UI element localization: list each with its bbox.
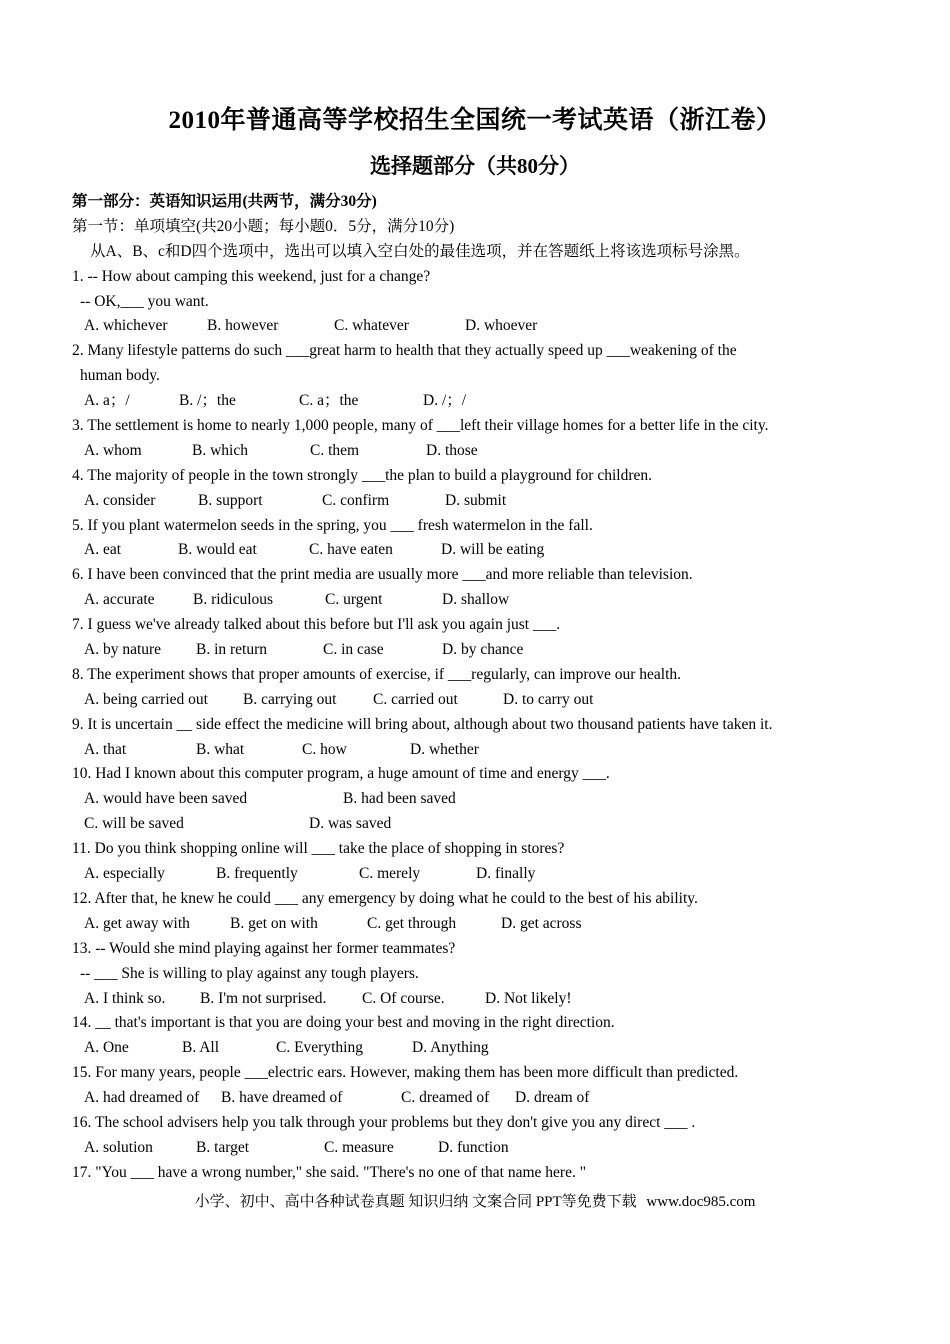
option-a[interactable]: A. would have been saved: [84, 790, 248, 808]
option-d[interactable]: D. get across: [501, 914, 582, 932]
question-stem: 3. The settlement is home to nearly 1,000 people, many of ___left their village homes for a better life in the city.: [72, 417, 769, 435]
option-d[interactable]: D. was saved: [309, 815, 392, 833]
option-d[interactable]: D. to carry out: [503, 690, 594, 708]
question: [72, 937, 872, 1012]
option-b[interactable]: B. ridiculous: [193, 591, 274, 609]
option-a[interactable]: A. accurate: [84, 591, 155, 609]
option-b[interactable]: B. support: [198, 491, 263, 509]
question-stem: 6. I have been convinced that the print media are usually more ___and more reliable than television.: [72, 566, 693, 584]
question-stem: 16. The school advisers help you talk through your problems but they don't give you any direct ___ .: [72, 1113, 696, 1131]
option-c[interactable]: C. get through: [367, 914, 457, 932]
options-row: [72, 538, 872, 563]
footer-text: 小学、初中、高中各种试卷真题 知识归纳 文案合同 PPT等免费下载: [194, 1194, 637, 1210]
option-b[interactable]: B. in return: [196, 641, 268, 659]
question-stem: 10. Had I known about this computer program, a huge amount of time and energy ___.: [72, 765, 610, 783]
option-d[interactable]: D. Anything: [412, 1039, 489, 1057]
question: [72, 613, 872, 663]
option-d[interactable]: D. by chance: [442, 641, 524, 659]
section1-heading: 第一节：单项填空(共20小题；每小题0．5分，满分10分): [72, 217, 455, 235]
option-b[interactable]: B. what: [196, 740, 245, 758]
option-b[interactable]: B. carrying out: [243, 690, 337, 708]
option-d[interactable]: D. dream of: [515, 1089, 590, 1107]
option-c[interactable]: C. Everything: [276, 1039, 363, 1057]
question-stem: 1. -- How about camping this weekend, just for a change?: [72, 267, 431, 285]
option-a[interactable]: A. had dreamed of: [84, 1089, 200, 1107]
question-stem-cont: -- OK,___ you want.: [80, 292, 209, 310]
question-stem: 17. "You ___ have a wrong number," she said. "There's no one of that name here. ": [72, 1163, 587, 1181]
option-a[interactable]: A. I think so.: [84, 989, 166, 1007]
options-row: [72, 389, 872, 414]
option-d[interactable]: D. finally: [476, 865, 536, 883]
options-row: [72, 1086, 872, 1111]
option-b[interactable]: B. target: [196, 1138, 250, 1156]
options-row: [72, 588, 872, 613]
question: [72, 563, 872, 613]
question-stem: 13. -- Would she mind playing against her former teammates?: [72, 939, 456, 957]
option-a[interactable]: A. a；/: [84, 392, 130, 410]
question-stem: 8. The experiment shows that proper amounts of exercise, if ___regularly, can improve our health.: [72, 665, 682, 683]
option-c[interactable]: C. a；the: [299, 392, 359, 410]
option-b[interactable]: B. have dreamed of: [221, 1089, 343, 1107]
question-stem: 2. Many lifestyle patterns do such ___great harm to health that they actually speed up ___weakening of the: [72, 342, 737, 360]
option-a[interactable]: A. being carried out: [84, 690, 208, 708]
question-stem: 4. The majority of people in the town strongly ___the plan to build a playground for children.: [72, 466, 652, 484]
question: [72, 1011, 872, 1061]
option-b[interactable]: B. I'm not surprised.: [200, 989, 327, 1007]
part1-heading: 第一部分：英语知识运用(共两节，满分30分): [72, 193, 377, 210]
question-stem: 5. If you plant watermelon seeds in the spring, you ___ fresh watermelon in the fall.: [72, 516, 593, 534]
question: [72, 663, 872, 713]
question: [72, 414, 872, 464]
question: [72, 837, 872, 887]
options-row: [72, 1036, 872, 1061]
exam-title: 2010年普通高等学校招生全国统一考试英语（浙江卷）: [168, 107, 782, 134]
option-c[interactable]: C. measure: [324, 1138, 394, 1156]
question-stem: 12. After that, he knew he could ___ any emergency by doing what he could to the best of his ability.: [72, 889, 698, 907]
option-c[interactable]: C. will be saved: [84, 815, 184, 833]
question-stem: 15. For many years, people ___electric ears. However, making them has been more difficult than predicted.: [72, 1064, 739, 1082]
option-b[interactable]: B. however: [207, 317, 279, 335]
option-d[interactable]: D. whether: [410, 740, 479, 758]
exam-content: [72, 190, 872, 1186]
question-stem: 11. Do you think shopping online will ___ take the place of shopping in stores?: [72, 840, 565, 858]
question: [72, 339, 872, 414]
options-row: [72, 912, 872, 937]
question: [72, 1061, 872, 1111]
option-c[interactable]: C. confirm: [322, 491, 390, 509]
section-subtitle: 选择题部分（共80分）: [370, 154, 580, 178]
option-b[interactable]: B. which: [192, 441, 248, 459]
option-d[interactable]: D. shallow: [442, 591, 510, 609]
options-row: [72, 638, 872, 663]
option-b[interactable]: B. had been saved: [343, 790, 456, 808]
option-c[interactable]: C. carried out: [373, 690, 458, 708]
option-c[interactable]: C. how: [302, 740, 347, 758]
question-stem-cont: human body.: [80, 367, 160, 385]
option-c[interactable]: C. in case: [323, 641, 384, 659]
option-a[interactable]: A. get away with: [84, 914, 190, 932]
options-row: [72, 314, 872, 339]
instructions: 从A、B、c和D四个选项中，选出可以填入空白处的最佳选项，并在答题纸上将该选项标号涂黑。: [90, 242, 750, 260]
question-stem: 9. It is uncertain __ side effect the medicine will bring about, although about two thousand patients have taken it.: [72, 715, 773, 733]
option-b[interactable]: B. All: [182, 1039, 220, 1057]
question: [72, 1111, 872, 1161]
option-c[interactable]: C. merely: [359, 865, 421, 883]
question: [72, 265, 872, 340]
option-c[interactable]: C. have eaten: [309, 541, 393, 559]
option-a[interactable]: A. consider: [84, 491, 156, 509]
question-stem: 7. I guess we've already talked about this before but I'll ask you again just ___.: [72, 616, 561, 634]
question: [72, 762, 872, 837]
option-a[interactable]: A. especially: [84, 865, 165, 883]
page-footer: [0, 1190, 950, 1211]
option-c[interactable]: C. them: [310, 441, 360, 459]
question-stem: 14. __ that's important is that you are doing your best and moving in the right direction.: [72, 1014, 615, 1032]
option-a[interactable]: A. One: [84, 1039, 129, 1057]
question: [72, 713, 872, 763]
option-d[interactable]: D. will be eating: [441, 541, 545, 559]
option-b[interactable]: B. /；the: [179, 392, 236, 410]
options-row: [72, 987, 872, 1012]
option-c[interactable]: C. urgent: [325, 591, 383, 609]
option-d[interactable]: D. those: [426, 441, 478, 459]
option-b[interactable]: B. frequently: [216, 865, 298, 883]
options-row: [72, 439, 872, 464]
option-a[interactable]: A. solution: [84, 1138, 153, 1156]
option-a[interactable]: A. eat: [84, 541, 122, 559]
question: [72, 514, 872, 564]
question: [72, 464, 872, 514]
question: [72, 1161, 872, 1186]
option-d[interactable]: D. submit: [445, 491, 507, 509]
option-d[interactable]: D. Not likely!: [485, 989, 572, 1007]
options-row: [72, 1136, 872, 1161]
option-b[interactable]: B. get on with: [230, 914, 318, 932]
question-stem-cont: -- ___ She is willing to play against any tough players.: [80, 964, 419, 982]
options-row: [72, 738, 872, 763]
question: [72, 887, 872, 937]
options-row: [72, 787, 872, 812]
option-a[interactable]: A. by nature: [84, 641, 162, 659]
options-row: [72, 812, 872, 837]
option-a[interactable]: A. that: [84, 740, 127, 758]
option-d[interactable]: D. /；/: [423, 392, 467, 410]
option-a[interactable]: A. whichever: [84, 317, 168, 335]
options-row: [72, 862, 872, 887]
option-c[interactable]: C. whatever: [334, 317, 409, 335]
option-b[interactable]: B. would eat: [178, 541, 257, 559]
option-c[interactable]: C. dreamed of: [401, 1089, 490, 1107]
options-row: [72, 688, 872, 713]
option-d[interactable]: D. whoever: [465, 317, 538, 335]
footer-url[interactable]: www.doc985.com: [646, 1194, 756, 1210]
option-a[interactable]: A. whom: [84, 441, 142, 459]
option-d[interactable]: D. function: [438, 1138, 509, 1156]
option-c[interactable]: C. Of course.: [362, 989, 445, 1007]
options-row: [72, 489, 872, 514]
